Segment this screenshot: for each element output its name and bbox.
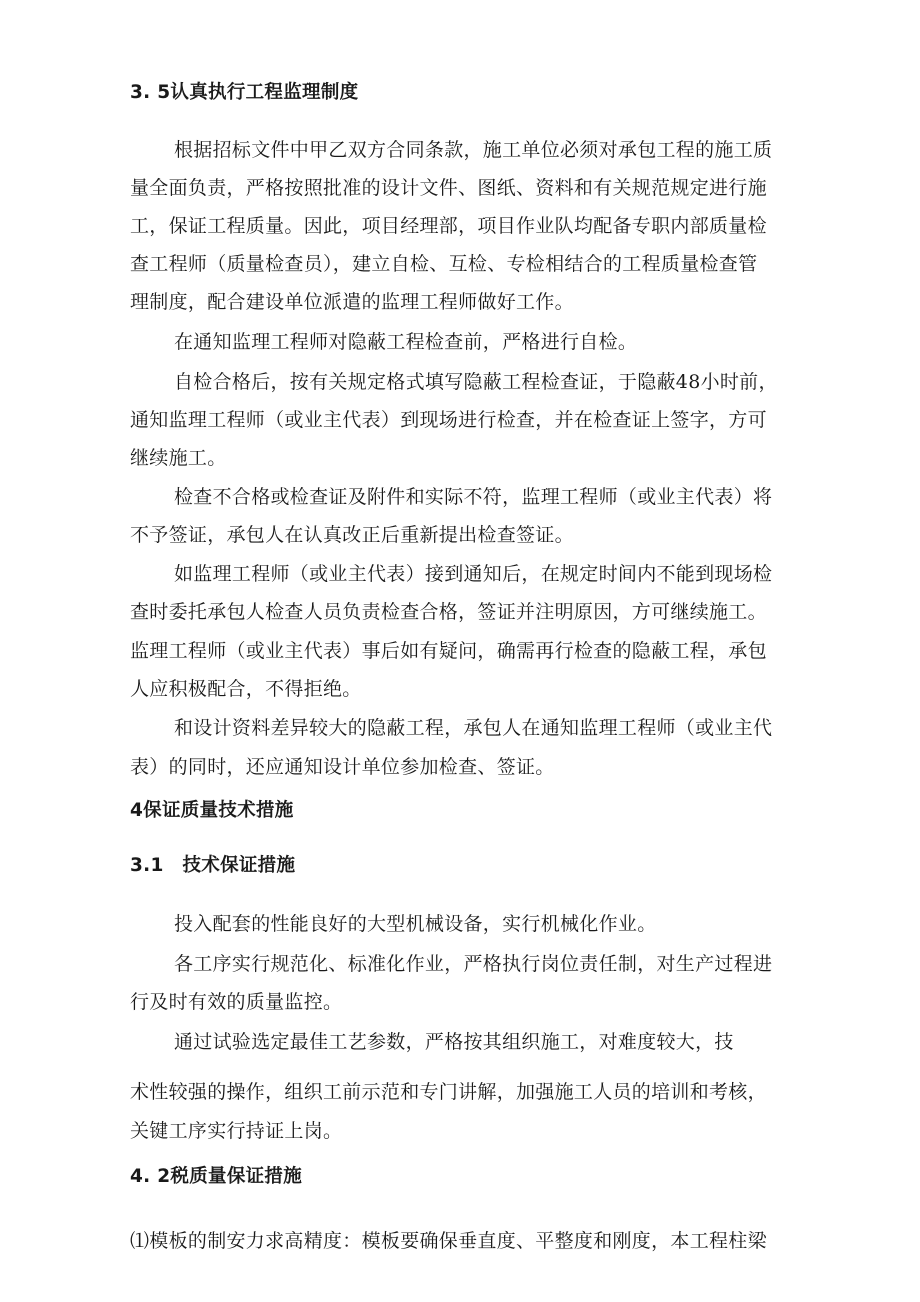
- paragraph-line: 通知监理工程师（或业主代表）到现场进行检查，并在检查证上签字，方可: [130, 409, 767, 431]
- section-heading-4: 4保证质量技术措施: [130, 800, 294, 821]
- section-heading-3-5: 3. 5认真执行工程监理制度: [130, 82, 359, 103]
- paragraph-line: 检查不合格或检查证及附件和实际不符，监理工程师（或业主代表）将: [174, 486, 773, 508]
- paragraph-line: 和设计资料差异较大的隐蔽工程，承包人在通知监理工程师（或业主代: [174, 717, 773, 739]
- paragraph-line: 查时委托承包人检查人员负责检查合格，签证并注明原因，方可继续施工。: [130, 601, 767, 623]
- paragraph-line: 查工程师（质量检查员），建立自检、互检、专检相结合的工程质量检查管: [130, 253, 758, 275]
- paragraph-line: 术性较强的操作，组织工前示范和专门讲解，加强施工人员的培训和考核，: [130, 1081, 767, 1103]
- paragraph-line: 根据招标文件中甲乙双方合同条款，施工单位必须对承包工程的施工质: [174, 139, 773, 161]
- paragraph-line: 通过试验选定最佳工艺参数，严格按其组织施工，对难度较大，技: [174, 1031, 734, 1053]
- paragraph-line: 不予签证，承包人在认真改正后重新提出检查签证。: [130, 524, 574, 546]
- paragraph-line: 自检合格后，按有关规定格式填写隐蔽工程检查证，于隐蔽48小时前，: [174, 371, 778, 393]
- paragraph-line: 行及时有效的质量监控。: [130, 991, 343, 1013]
- paragraph-line: 继续施工。: [130, 447, 227, 469]
- paragraph-line: 监理工程师（或业主代表）事后如有疑问，确需再行检查的隐蔽工程，承包: [130, 640, 767, 662]
- section-heading-4-2: 4. 2税质量保证措施: [130, 1166, 303, 1187]
- paragraph-line: 表）的同时，还应通知设计单位参加检查、签证。: [130, 756, 555, 778]
- paragraph-line: 关键工序实行持证上岗。: [130, 1120, 343, 1142]
- paragraph-line: 人应积极配合，不得拒绝。: [130, 678, 362, 700]
- paragraph-line: 如监理工程师（或业主代表）接到通知后，在规定时间内不能到现场检: [174, 563, 773, 585]
- paragraph-line: 理制度，配合建设单位派遣的监理工程师做好工作。: [130, 291, 574, 313]
- paragraph-line: 工，保证工程质量。因此，项目经理部，项目作业队均配备专职内部质量检: [130, 215, 767, 237]
- section-heading-3-1: 3.1 技术保证措施: [130, 855, 296, 876]
- paragraph-line: ⑴模板的制安力求高精度：模板要确保垂直度、平整度和刚度，本工程柱梁: [130, 1230, 767, 1252]
- paragraph-line: 投入配套的性能良好的大型机械设备，实行机械化作业。: [174, 913, 657, 935]
- paragraph-line: 量全面负责，严格按照批准的设计文件、图纸、资料和有关规范规定进行施: [130, 177, 767, 199]
- paragraph-line: 在通知监理工程师对隐蔽工程检查前，严格进行自检。: [174, 331, 638, 353]
- paragraph-line: 各工序实行规范化、标准化作业，严格执行岗位责任制，对生产过程进: [174, 953, 773, 975]
